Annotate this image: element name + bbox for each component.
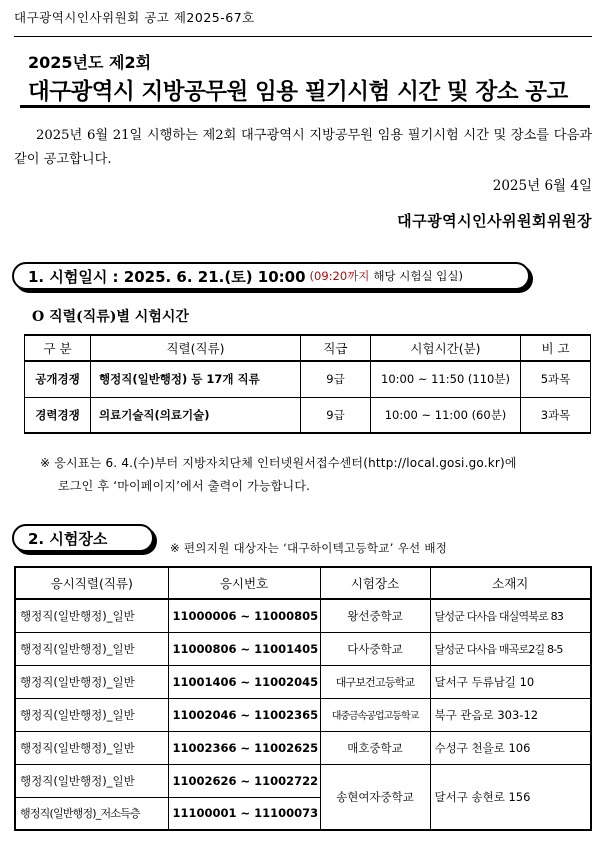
- col-header-time: 시험시간(분): [371, 335, 521, 361]
- cell-exam-place: 대구보건고등학교: [320, 665, 430, 698]
- table-row: [25, 361, 591, 397]
- section-2-heading: [12, 524, 154, 552]
- col-header-series: 직렬(직류): [91, 335, 301, 361]
- cell-applicant-number: 11001406 ~ 11002045: [168, 665, 320, 698]
- notice-number: 대구광역시인사위원회 공고 제2025-67호: [14, 10, 255, 25]
- cell-remarks: 3과목: [521, 397, 591, 433]
- cell-applied-series: 행정직(일반행정)_일반: [15, 698, 168, 731]
- cell-category: 공개경쟁: [25, 361, 91, 397]
- cell-applicant-number: 11002046 ~ 11002365: [168, 698, 320, 731]
- cell-address: 달서구 송현로 156: [430, 764, 591, 830]
- intro-paragraph: 2025년 6월 21일 시행하는 제2회 대구광역시 지방공무원 임용 필기시험 시간 및 장소를 다음과 같이 공고합니다.: [14, 128, 592, 167]
- admission-ticket-note: [40, 452, 570, 498]
- table-row: [25, 397, 591, 433]
- cell-applied-series: 행정직(일반행정)_일반: [15, 731, 168, 764]
- top-divider: [14, 36, 592, 37]
- document-subtitle: 2025년도 제2회: [28, 53, 152, 72]
- cell-address: 수성구 천을로 106: [430, 731, 591, 764]
- col-header-exam-place: 시험장소: [320, 567, 430, 599]
- table-row: [15, 632, 591, 665]
- issuer-name: 대구광역시인사위원회위원장: [397, 212, 592, 230]
- cell-exam-place: 송현여자중학교: [320, 764, 430, 830]
- cell-category: 경력경쟁: [25, 397, 91, 433]
- admission-note-line-1: ※ 응시표는 6. 4.(수)부터 지방자치단체 인터넷원서접수센터(http://local.gosi.go.kr)에: [40, 456, 517, 470]
- table-row: [15, 698, 591, 731]
- exam-time-table: [24, 334, 591, 434]
- cell-address: 달서구 두류남길 10: [430, 665, 591, 698]
- cell-applicant-number: 11000006 ~ 11000805: [168, 599, 320, 632]
- announcement-date: 2025년 6월 4일: [492, 178, 592, 194]
- col-header-applicant-number: 응시번호: [168, 567, 320, 599]
- cell-remarks: 5과목: [521, 361, 591, 397]
- accommodation-note: ※ 편의지원 대상자는 ‘대구하이텍고등학교’ 우선 배정: [170, 541, 448, 555]
- col-header-remarks: 비 고: [521, 335, 591, 361]
- section-2-heading-text: 2. 시험장소: [28, 529, 108, 548]
- section-1-entry-time: (09:20까지: [309, 269, 370, 283]
- cell-exam-place: 왕선중학교: [320, 599, 430, 632]
- cell-exam-place: 매호중학교: [320, 731, 430, 764]
- cell-applied-series: 행정직(일반행정)_일반: [15, 632, 168, 665]
- table-row: [15, 599, 591, 632]
- cell-address: 달성군 다사읍 대실역북로 83: [430, 599, 591, 632]
- cell-series: 행정직(일반행정) 등 17개 직류: [91, 361, 301, 397]
- exam-location-table: [14, 566, 592, 831]
- section-1-heading: [12, 262, 530, 290]
- exam-time-table-header: [25, 335, 591, 361]
- cell-exam-place: 다사중학교: [320, 632, 430, 665]
- col-header-category: 구 분: [25, 335, 91, 361]
- cell-applied-series: 행정직(일반행정)_일반: [15, 599, 168, 632]
- cell-exam-place: 대중금속공업고등학교: [320, 698, 430, 731]
- cell-applicant-number: 11000806 ~ 11001405: [168, 632, 320, 665]
- admission-note-line-2: 로그인 후 ‘마이페이지’에서 출력이 가능합니다.: [58, 479, 311, 493]
- cell-grade: 9급: [301, 397, 371, 433]
- cell-applicant-number: 11100001 ~ 11100073: [168, 797, 320, 830]
- cell-time: 10:00 ~ 11:00 (60분): [371, 397, 521, 433]
- cell-applicant-number: 11002626 ~ 11002722: [168, 764, 320, 797]
- exam-time-bullet: O 직렬(직류)별 시험시간: [32, 309, 189, 325]
- cell-applied-series: 행정직(일반행정)_일반: [15, 665, 168, 698]
- cell-applied-series: 행정직(일반행정)_일반: [15, 764, 168, 797]
- section-1-entry-note: 해당 시험실 입실): [373, 269, 463, 283]
- table-row: [15, 665, 591, 698]
- cell-time: 10:00 ~ 11:50 (110분): [371, 361, 521, 397]
- cell-applied-series: 행정직(일반행정)_저소득층: [15, 797, 168, 830]
- table-row: [15, 764, 591, 797]
- document-title: 대구광역시 지방공무원 임용 필기시험 시간 및 장소 공고: [28, 79, 568, 105]
- table-row: [15, 731, 591, 764]
- col-header-grade: 직급: [301, 335, 371, 361]
- title-underline: [20, 105, 590, 108]
- cell-address: 달성군 다사읍 매곡로2길 8-5: [430, 632, 591, 665]
- cell-series: 의료기술직(의료기술): [91, 397, 301, 433]
- cell-grade: 9급: [301, 361, 371, 397]
- cell-address: 북구 관음로 303-12: [430, 698, 591, 731]
- col-header-applied-series: 응시직렬(직류): [15, 567, 168, 599]
- section-1-heading-text: 1. 시험일시 : 2025. 6. 21.(토) 10:00: [28, 267, 306, 286]
- exam-location-table-header: [15, 567, 591, 599]
- col-header-address: 소재지: [430, 567, 591, 599]
- cell-applicant-number: 11002366 ~ 11002625: [168, 731, 320, 764]
